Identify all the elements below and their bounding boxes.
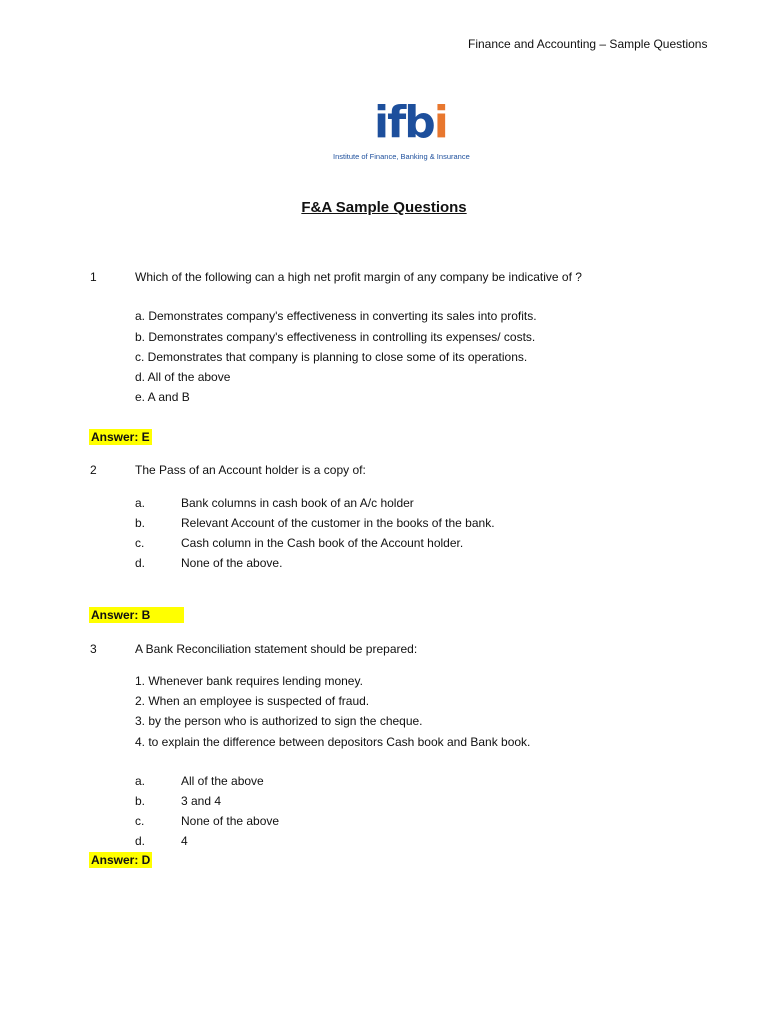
page-header: Finance and Accounting – Sample Questions [468,37,708,51]
question-3-option-b-letter: b. [135,794,146,808]
question-3-answer: Answer: D [91,853,151,867]
question-3-statement-1: 1. Whenever bank requires lending money. [135,674,363,688]
logo-tagline: Institute of Finance, Banking & Insurance [333,152,470,161]
question-3-option-a-letter: a. [135,774,146,788]
question-1-option-c: c. Demonstrates that company is planning to close some of its operations. [135,350,528,364]
question-1-option-a: a. Demonstrates company's effectiveness in converting its sales into profits. [135,309,537,323]
question-1-option-d: d. All of the above [135,370,231,384]
question-2-text: The Pass of an Account holder is a copy of: [135,463,366,477]
question-2-answer: Answer: B [89,607,184,623]
question-2-option-c-letter: c. [135,536,145,550]
question-1-text: Which of the following can a high net profit margin of any company be indicative of ? [135,270,582,284]
question-3-option-d-letter: d. [135,834,146,848]
question-2-option-a-text: Bank columns in cash book of an A/c holder [181,496,414,510]
question-2-option-d-text: None of the above. [181,556,283,570]
question-3-option-c-letter: c. [135,814,145,828]
logo-wordmark [374,98,447,148]
question-2-option-a-letter: a. [135,496,146,510]
question-3-text: A Bank Reconciliation statement should be prepared: [135,642,418,656]
logo-word-main: ifb [374,97,434,148]
question-3-statement-4: 4. to explain the difference between depositors Cash book and Bank book. [135,735,531,749]
question-3-statement-3: 3. by the person who is authorized to sign the cheque. [135,714,423,728]
question-1-option-b: b. Demonstrates company's effectiveness in controlling its expenses/ costs. [135,330,536,344]
question-2-number: 2 [90,463,97,477]
question-1-number: 1 [90,270,97,284]
question-3-option-c-text: None of the above [181,814,280,828]
question-1-answer: Answer: E [91,430,150,444]
question-2-option-c-text: Cash column in the Cash book of the Account holder. [181,536,464,550]
ifbi-logo [330,92,480,172]
question-3-option-b-text: 3 and 4 [181,794,222,808]
question-3-statement-2: 2. When an employee is suspected of fraud. [135,694,370,708]
question-2-option-b-text: Relevant Account of the customer in the books of the bank. [181,516,495,530]
document-title: F&A Sample Questions [301,199,467,216]
question-2-option-d-letter: d. [135,556,146,570]
question-3-number: 3 [90,642,97,656]
question-1-option-e: e. A and B [135,390,190,404]
question-3-option-d-text: 4 [181,834,188,848]
question-2-option-b-letter: b. [135,516,146,530]
logo-word-accent: i [433,97,447,148]
question-3-option-a-text: All of the above [181,774,264,788]
